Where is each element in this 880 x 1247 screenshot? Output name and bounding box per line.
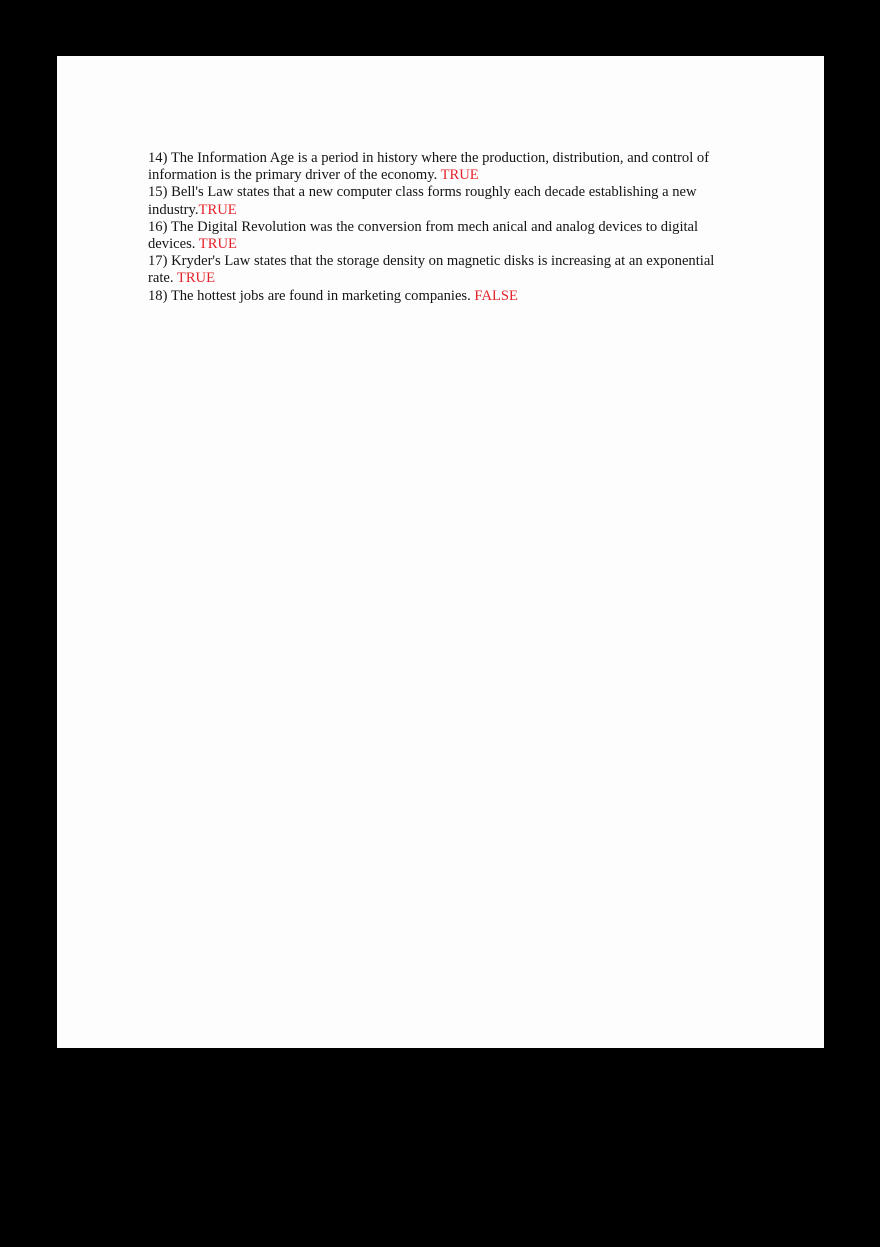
answer-text: TRUE: [198, 201, 237, 218]
answer-text: TRUE: [440, 167, 479, 184]
document-page: [57, 56, 824, 1048]
statement-text: 14) The Information Age is a period in history where the production, distribution, and control of information is the primary driver of the economy.: [148, 150, 710, 184]
answer-text: FALSE: [474, 287, 518, 304]
statement-text: 17) Kryder's Law states that the storage density on magnetic disks is increasing at an exponential rate.: [148, 253, 715, 287]
question-item: [148, 219, 732, 253]
answer-text: TRUE: [176, 270, 216, 287]
statement-text: 16) The Digital Revolution was the conversion from mech anical and analog devices to digital devices.: [148, 218, 699, 253]
answer-text: TRUE: [198, 236, 237, 253]
question-item: [148, 150, 732, 184]
document-text-block: [148, 150, 732, 305]
statement-text: 18) The hottest jobs are found in marketing companies.: [148, 287, 475, 304]
question-item: [148, 288, 732, 305]
statement-text: 15) Bell's Law states that a new computer class forms roughly each decade establishing a new industry.: [148, 184, 697, 218]
question-item: [148, 184, 732, 218]
question-item: [148, 253, 732, 287]
